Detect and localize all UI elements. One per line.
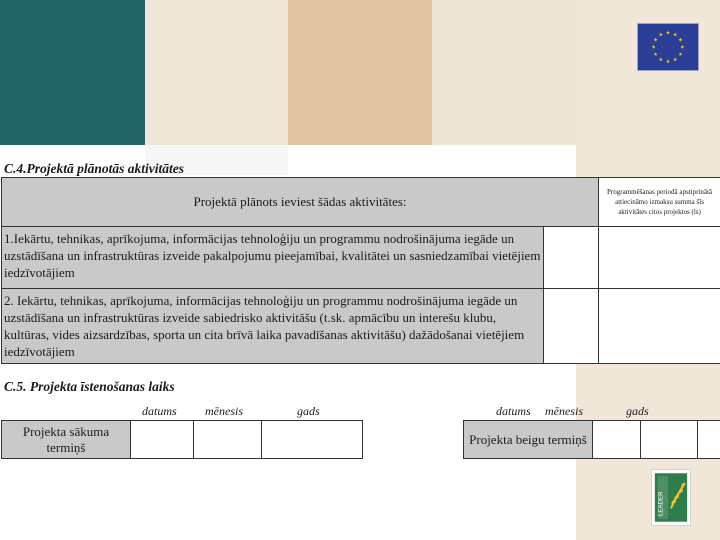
end-year-label: gads: [626, 404, 649, 418]
eu-star-icon: [680, 45, 684, 49]
section-title-c4: C.4.Projektā plānotās aktivitātes: [4, 161, 185, 176]
table-row: [2, 421, 720, 459]
eu-star-icon: [654, 52, 658, 56]
header-band-cream: [145, 0, 288, 145]
leader-logo-text: LEADER: [657, 491, 665, 517]
amount-header: Programmēšanas periodā apstiprinātā attiecināmo izmaksu summa šīs aktivitātes citos projektos (ls): [599, 178, 720, 227]
eu-star-icon: [673, 33, 677, 37]
activity-2-flag-cell[interactable]: [544, 289, 599, 364]
table-gap: [363, 421, 464, 459]
eu-star-icon: [652, 45, 656, 49]
eu-star-icon: [659, 57, 663, 61]
activity-1-text: 1.Iekārtu, tehnikas, aprīkojuma, informācijas tehnoloģiju un programmu nodrošinājuma iegāde un uzstādīšana un infrastruktūras izveide pakalpojumu pieejamībai, kvalitātei un sasniedzamībai vietējiem iedzīvotājiem: [2, 227, 544, 289]
end-year-input[interactable]: [698, 421, 720, 459]
end-month-input[interactable]: [641, 421, 698, 459]
eu-star-icon: [673, 57, 677, 61]
eu-star-icon: [666, 59, 670, 63]
section-title-c5: C.5. Projekta īstenošanas laiks: [4, 379, 175, 394]
activity-2-amount-cell[interactable]: [599, 289, 720, 364]
table-row: [2, 289, 720, 364]
end-day-label: datums: [496, 404, 531, 418]
start-month-input[interactable]: [194, 421, 262, 459]
implementation-time-table: [1, 420, 720, 459]
activities-table: [1, 177, 720, 364]
start-term-label: Projekta sākuma termiņš: [2, 421, 131, 459]
end-term-label: Projekta beigu termiņš: [464, 421, 593, 459]
end-day-input[interactable]: [593, 421, 641, 459]
activity-1-amount-cell[interactable]: [599, 227, 720, 289]
start-year-input[interactable]: [262, 421, 363, 459]
start-day-input[interactable]: [131, 421, 194, 459]
header-band-tan: [288, 0, 432, 145]
end-month-label: mēnesis: [545, 404, 583, 418]
start-month-label: mēnesis: [205, 404, 243, 418]
activity-2-text: 2. Iekārtu, tehnikas, aprīkojuma, informācijas tehnoloģiju un programmu nodrošinājuma iegāde un uzstādīšana un infrastruktūras izveide sabiedrisko aktivitāšu (t.sk. apmācību un interešu klubu, kultūras, vides aizsardzības, sporta un cita brīvā laika pavadīšanas aktivitāšu) dažādošanai vietējiem iedzīvotājiem: [2, 289, 544, 364]
eu-flag-icon: [637, 23, 699, 71]
activities-header: Projektā plānots ieviest šādas aktivitātes:: [2, 178, 599, 227]
activity-1-flag-cell[interactable]: [544, 227, 599, 289]
header-band-cream-right: [576, 0, 720, 145]
header-band-teal: [0, 0, 145, 145]
eu-star-icon: [679, 52, 683, 56]
eu-star-icon: [659, 33, 663, 37]
start-year-label: gads: [297, 404, 320, 418]
header-band-light: [432, 0, 576, 145]
eu-star-icon: [654, 38, 658, 42]
eu-star-icon: [679, 38, 683, 42]
start-day-label: datums: [142, 404, 177, 418]
table-row: [2, 227, 720, 289]
leader-logo-icon: [651, 469, 691, 526]
eu-star-icon: [666, 31, 670, 35]
